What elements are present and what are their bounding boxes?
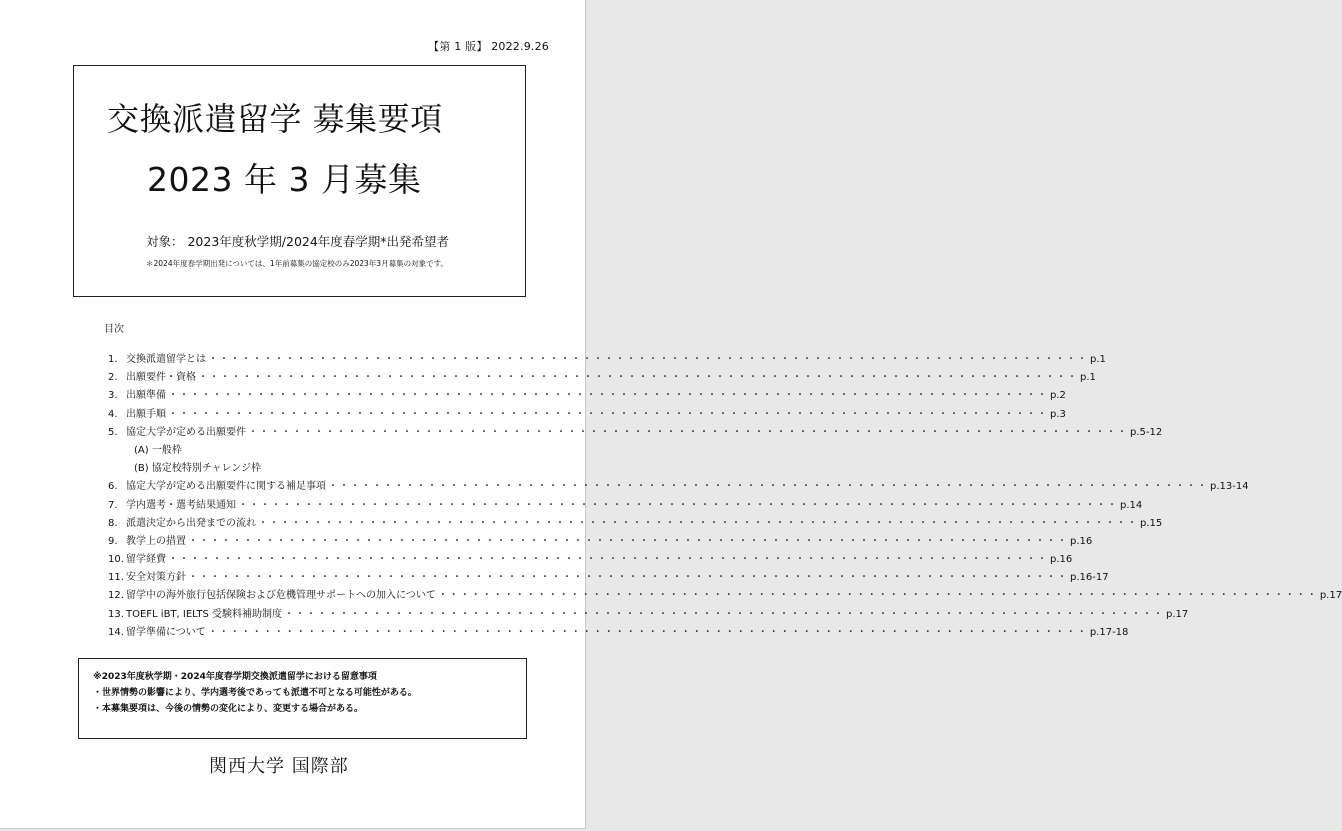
toc-item-page: p.16 bbox=[1070, 535, 1093, 547]
toc-item-title: 出願要件・資格 bbox=[126, 372, 196, 384]
toc-leader-dots: ・・・・・・・・・・・・・・・・・・・・・・・・・・・・・・・・・・・・・・・・・・・・・・・・・・・・・・・・・・・・・・・・・・・・・・・・・・・・・・・・ bbox=[168, 390, 1048, 402]
toc-item-number: 1. bbox=[108, 354, 118, 365]
toc-subitem: (A) 一般枠 bbox=[134, 444, 182, 456]
toc-item bbox=[108, 368, 1096, 386]
toc-leader-dots: ・・・・・・・・・・・・・・・・・・・・・・・・・・・・・・・・・・・・・・・・・・・・・・・・・・・・・・・・・・・・・・・・・・・・・・・・・・・・・・・・ bbox=[207, 626, 1088, 638]
toc-item bbox=[108, 568, 1109, 586]
toc-item-page: p.17-18 bbox=[1089, 626, 1129, 638]
toc-item-title: 派遣決定から出発までの流れ bbox=[126, 517, 256, 529]
toc-leader-dots: ・・・・・・・・・・・・・・・・・・・・・・・・・・・・・・・・・・・・・・・・・・・・・・・・・・・・・・・・・・・・・・・・・・・・・・・・・・・・・・・・ bbox=[238, 499, 1118, 511]
toc-item-page: p.2 bbox=[1050, 390, 1066, 402]
toc-leader-dots: ・・・・・・・・・・・・・・・・・・・・・・・・・・・・・・・・・・・・・・・・・・・・・・・・・・・・・・・・・・・・・・・・・・・・・・・・・・・・・・・・ bbox=[198, 372, 1078, 384]
publisher-footer: 関西大学 国際部 bbox=[209, 756, 349, 777]
toc-item-number: 10. bbox=[108, 554, 124, 566]
target-note: ＊2024年度春学期出発については、1年前募集の協定校のみ2023年3月募集の対象です。 bbox=[146, 259, 448, 268]
toc-item bbox=[108, 405, 1066, 423]
toc-item-title: 協定大学が定める出願要件 bbox=[126, 426, 246, 438]
toc-item-number: 7. bbox=[108, 499, 118, 511]
toc-subitem: (B) 協定校特別チャレンジ枠 bbox=[134, 463, 262, 475]
toc-item-title: 教学上の措置 bbox=[126, 535, 186, 547]
toc-item-page: p.1 bbox=[1090, 354, 1106, 365]
toc-item-number: 4. bbox=[108, 408, 118, 420]
toc-leader-dots: ・・・・・・・・・・・・・・・・・・・・・・・・・・・・・・・・・・・・・・・・・・・・・・・・・・・・・・・・・・・・・・・・・・・・・・・・・・・・・・・・ bbox=[284, 608, 1165, 620]
toc-item-page: p.1 bbox=[1080, 372, 1096, 384]
toc-leader-dots: ・・・・・・・・・・・・・・・・・・・・・・・・・・・・・・・・・・・・・・・・・・・・・・・・・・・・・・・・・・・・・・・・・・・・・・・・・・・・・・・・ bbox=[328, 481, 1208, 493]
toc-item-title: 協定大学が定める出願要件に関する補足事項 bbox=[126, 481, 326, 493]
toc-leader-dots: ・・・・・・・・・・・・・・・・・・・・・・・・・・・・・・・・・・・・・・・・・・・・・・・・・・・・・・・・・・・・・・・・・・・・・・・・・・・・・・・・ bbox=[188, 535, 1068, 547]
toc-leader-dots: ・・・・・・・・・・・・・・・・・・・・・・・・・・・・・・・・・・・・・・・・・・・・・・・・・・・・・・・・・・・・・・・・・・・・・・・・・・・・・・・・ bbox=[248, 426, 1128, 438]
toc-item bbox=[108, 423, 1163, 441]
toc-item-number: 3. bbox=[108, 390, 118, 402]
toc-item-page: p.5-12 bbox=[1130, 426, 1163, 438]
toc-item-title: 安全対策方針 bbox=[126, 572, 186, 584]
document-subtitle: 2023 年 3 月募集 bbox=[147, 160, 422, 199]
toc-item-number: 9. bbox=[108, 535, 118, 547]
toc-item bbox=[108, 605, 1189, 623]
toc-item-page: p.16 bbox=[1050, 554, 1073, 566]
toc-leader-dots: ・・・・・・・・・・・・・・・・・・・・・・・・・・・・・・・・・・・・・・・・・・・・・・・・・・・・・・・・・・・・・・・・・・・・・・・・・・・・・・・・ bbox=[437, 590, 1318, 602]
toc-item-title: 出願準備 bbox=[126, 390, 166, 402]
toc-item-number: 14. bbox=[108, 626, 124, 638]
toc-item-number: 6. bbox=[108, 481, 118, 493]
toc-item-page: p.17 bbox=[1319, 590, 1342, 602]
document-title: 交換派遣留学 募集要項 bbox=[107, 100, 443, 138]
toc-item bbox=[108, 386, 1066, 404]
toc-item-title: 学内選考・選考結果通知 bbox=[126, 499, 236, 511]
target-audience: 対象： 2023年度秋学期/2024年度春学期*出発希望者 bbox=[146, 234, 450, 249]
notice-line: ・本募集要項は、今後の情勢の変化により、変更する場合がある。 bbox=[93, 704, 364, 714]
toc-item-title: 出願手順 bbox=[126, 408, 166, 420]
toc-item-title: 交換派遣留学とは bbox=[126, 354, 206, 365]
toc-item bbox=[108, 623, 1129, 641]
toc-heading: 目次 bbox=[104, 324, 124, 335]
toc-item-number: 12. bbox=[108, 590, 124, 602]
toc-item-title: 留学経費 bbox=[126, 554, 166, 566]
toc-item bbox=[108, 550, 1073, 568]
title-box bbox=[73, 65, 526, 297]
table-of-contents bbox=[108, 350, 1342, 641]
toc-item-page: p.16-17 bbox=[1070, 572, 1109, 584]
toc-leader-dots: ・・・・・・・・・・・・・・・・・・・・・・・・・・・・・・・・・・・・・・・・・・・・・・・・・・・・・・・・・・・・・・・・・・・・・・・・・・・・・・・・ bbox=[188, 572, 1068, 584]
toc-item-page: p.13-14 bbox=[1210, 481, 1249, 493]
notice-box bbox=[78, 658, 527, 739]
toc-item-page: p.3 bbox=[1050, 408, 1066, 420]
toc-leader-dots: ・・・・・・・・・・・・・・・・・・・・・・・・・・・・・・・・・・・・・・・・・・・・・・・・・・・・・・・・・・・・・・・・・・・・・・・・・・・・・・・・ bbox=[168, 554, 1048, 566]
toc-item-number: 13. bbox=[108, 608, 124, 620]
notice-heading: ※2023年度秋学期・2024年度春学期交換派遣留学における留意事項 bbox=[93, 672, 377, 682]
toc-item-title: 留学準備について bbox=[126, 626, 206, 638]
toc-item bbox=[108, 514, 1163, 532]
toc-item-number: 11. bbox=[108, 572, 124, 584]
toc-leader-dots: ・・・・・・・・・・・・・・・・・・・・・・・・・・・・・・・・・・・・・・・・・・・・・・・・・・・・・・・・・・・・・・・・・・・・・・・・・・・・・・・・ bbox=[208, 354, 1088, 365]
toc-item bbox=[108, 532, 1093, 550]
notice-line: ・世界情勢の影響により、学内選考後であっても派遣不可となる可能性がある。 bbox=[93, 688, 417, 698]
toc-item-number: 5. bbox=[108, 426, 118, 438]
toc-item-number: 2. bbox=[108, 372, 118, 384]
toc-item-number: 8. bbox=[108, 517, 118, 529]
toc-item-title: 留学中の海外旅行包括保険および危機管理サポートへの加入について bbox=[126, 590, 436, 602]
toc-leader-dots: ・・・・・・・・・・・・・・・・・・・・・・・・・・・・・・・・・・・・・・・・・・・・・・・・・・・・・・・・・・・・・・・・・・・・・・・・・・・・・・・・ bbox=[168, 408, 1048, 420]
toc-item-page: p.14 bbox=[1120, 499, 1143, 511]
toc-item bbox=[108, 496, 1143, 514]
toc-item-page: p.17 bbox=[1166, 608, 1189, 620]
toc-item-page: p.15 bbox=[1140, 517, 1163, 529]
toc-item bbox=[108, 477, 1249, 495]
toc-item-title: TOEFL iBT, IELTS 受験料補助制度 bbox=[126, 608, 283, 620]
edition-label: 【第 1 版】 2022.9.26 bbox=[428, 40, 549, 53]
toc-item bbox=[108, 350, 1106, 368]
toc-leader-dots: ・・・・・・・・・・・・・・・・・・・・・・・・・・・・・・・・・・・・・・・・・・・・・・・・・・・・・・・・・・・・・・・・・・・・・・・・・・・・・・・・ bbox=[258, 517, 1138, 529]
toc-item bbox=[108, 586, 1342, 604]
